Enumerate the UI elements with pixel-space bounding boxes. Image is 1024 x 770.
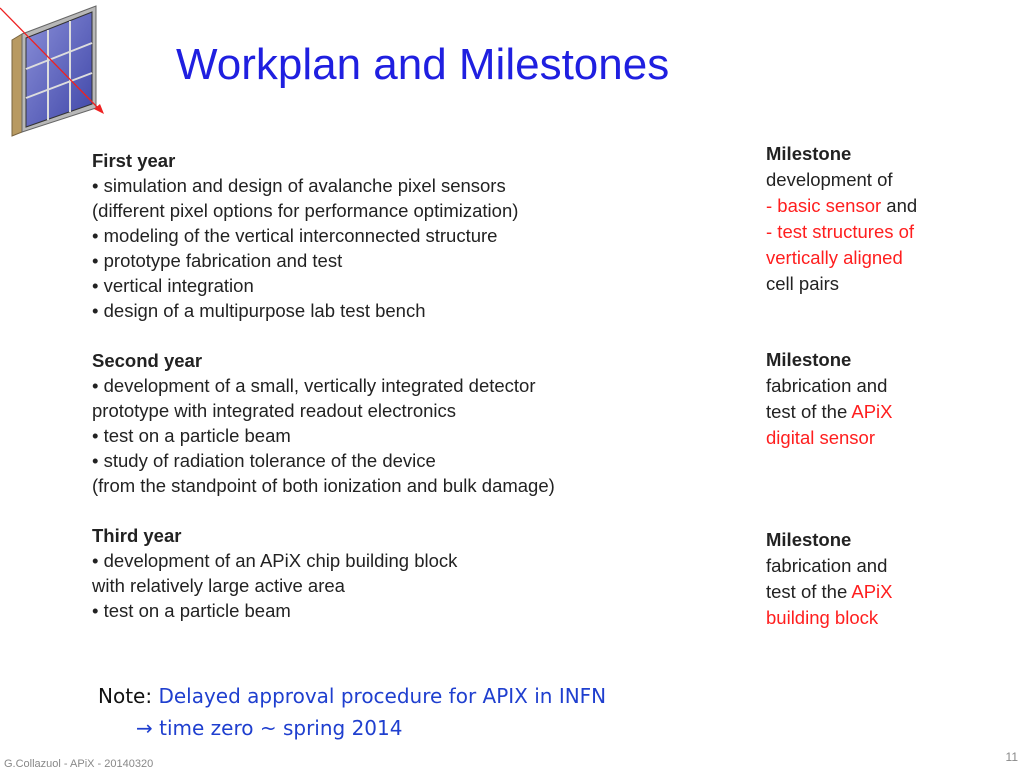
first-year-heading: First year xyxy=(92,150,176,171)
first-year-item: • modeling of the vertical interconnected structure xyxy=(92,225,498,246)
milestone-highlight: vertically aligned xyxy=(766,247,903,268)
first-year-item: • vertical integration xyxy=(92,275,254,296)
first-year-item: • simulation and design of avalanche pixel sensors xyxy=(92,175,506,196)
first-year-item: • prototype fabrication and test xyxy=(92,250,343,271)
milestone-line xyxy=(766,193,1006,219)
third-year-item: with relatively large active area xyxy=(92,575,345,596)
milestone-line: fabrication and xyxy=(766,555,888,576)
milestone-text: test of the xyxy=(766,581,852,602)
milestone-highlight: - basic sensor xyxy=(766,195,882,216)
second-year-item: • development of a small, vertically integrated detector xyxy=(92,375,536,396)
note-text: Delayed approval procedure for APIX in INFN xyxy=(158,684,607,708)
second-year-heading: Second year xyxy=(92,350,203,371)
milestone-text: test of the xyxy=(766,401,852,422)
milestone-highlight: digital sensor xyxy=(766,427,876,448)
note-line-1 xyxy=(98,680,606,712)
detector-module-logo xyxy=(0,0,112,138)
second-year-item: • test on a particle beam xyxy=(92,425,291,446)
footer-credit: G.Collazuol - APiX - 20140320 xyxy=(4,758,154,770)
note-label: Note: xyxy=(98,684,159,708)
milestone-line xyxy=(766,399,1006,425)
milestone-second-year xyxy=(766,347,1006,451)
milestone-line: fabrication and xyxy=(766,375,888,396)
second-year-item: • study of radiation tolerance of the device xyxy=(92,450,436,471)
third-year-item: • development of an APiX chip building block xyxy=(92,550,458,571)
third-year-section xyxy=(92,523,652,623)
milestone-heading: Milestone xyxy=(766,349,852,370)
second-year-item: (from the standpoint of both ionization and bulk damage) xyxy=(92,475,555,496)
milestone-heading: Milestone xyxy=(766,529,852,550)
milestone-line: development of xyxy=(766,169,893,190)
first-year-section xyxy=(92,148,652,323)
page-title: Workplan and Milestones xyxy=(176,40,670,89)
milestone-highlight: APiX xyxy=(851,581,893,602)
third-year-item: • test on a particle beam xyxy=(92,600,291,621)
milestone-highlight: - test structures of xyxy=(766,221,915,242)
milestone-heading: Milestone xyxy=(766,143,852,164)
third-year-heading: Third year xyxy=(92,525,182,546)
second-year-item: prototype with integrated readout electronics xyxy=(92,400,457,421)
first-year-item: • design of a multipurpose lab test bench xyxy=(92,300,426,321)
milestone-text: and xyxy=(881,195,918,216)
milestone-first-year xyxy=(766,141,1006,297)
second-year-section xyxy=(92,348,652,498)
page-number: 11 xyxy=(1005,750,1018,764)
first-year-item: (different pixel options for performance optimization) xyxy=(92,200,519,221)
milestone-highlight: building block xyxy=(766,607,879,628)
milestone-line: cell pairs xyxy=(766,273,839,294)
milestone-line xyxy=(766,579,1006,605)
milestone-highlight: APiX xyxy=(851,401,893,422)
milestone-third-year xyxy=(766,527,1006,631)
note-line-2: → time zero ~ spring 2014 xyxy=(136,716,403,740)
approval-note xyxy=(98,680,606,744)
